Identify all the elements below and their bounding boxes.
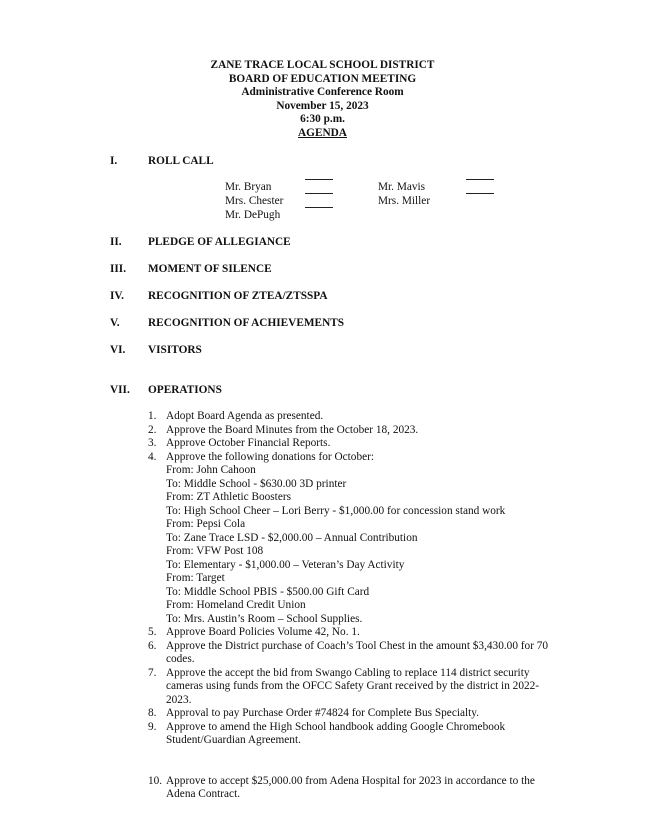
member-name: Mr. DePugh (225, 209, 281, 221)
item-text: Approve to accept $25,000.00 from Adena Hospital for 2023 in accordance to the Adena Contract. (166, 774, 535, 800)
meeting-title: BOARD OF EDUCATION MEETING (228, 72, 417, 85)
meeting-date: November 15, 2023 (276, 99, 369, 112)
list-item (148, 626, 558, 640)
list-item (148, 640, 558, 667)
item-text: Approve October Financial Reports. (166, 437, 331, 449)
item-number: 7. (148, 666, 157, 679)
member-name: Mrs. Miller (378, 195, 431, 207)
section-number: VI. (110, 344, 126, 356)
section-number: V. (110, 317, 120, 329)
item-text: Approve the accept the bid from Swango Cabling to replace 114 district security cameras using funds from the OFCC Safety Grant received by the district in 2022-2023. (166, 666, 540, 706)
item-text: Approval to pay Purchase Order #74824 for Complete Bus Specialty. (166, 707, 480, 719)
list-item (148, 437, 558, 451)
section-title: ROLL CALL (148, 155, 214, 167)
list-item (148, 424, 558, 438)
section-title: PLEDGE OF ALLEGIANCE (148, 236, 291, 248)
donation-line: From: Target (166, 572, 225, 584)
section-number: II. (110, 236, 122, 248)
item-number: 5. (148, 626, 157, 638)
attendance-blank (305, 179, 333, 180)
member-name: Mr. Bryan (225, 181, 272, 193)
section-title: MOMENT OF SILENCE (148, 263, 272, 275)
section-title: VISITORS (148, 344, 202, 356)
member-name: Mrs. Chester (225, 195, 284, 207)
attendance-blank (305, 193, 333, 194)
section-number: I. (110, 155, 118, 167)
item-number: 8. (148, 707, 157, 719)
item-text: Approve Board Policies Volume 42, No. 1. (166, 626, 360, 638)
donations-list (166, 464, 558, 626)
attendance-blank (305, 207, 333, 208)
donation-line: To: Middle School PBIS - $500.00 Gift Card (166, 585, 370, 598)
attendance-blank (466, 193, 494, 194)
district-name: ZANE TRACE LOCAL SCHOOL DISTRICT (210, 59, 435, 71)
item-text: Adopt Board Agenda as presented. (166, 410, 324, 422)
section-number: III. (110, 263, 127, 275)
section-title: OPERATIONS (148, 384, 222, 396)
item-number: 4. (148, 450, 157, 463)
section-title: RECOGNITION OF ZTEA/ZTSSPA (148, 290, 328, 302)
agenda-heading: AGENDA (298, 126, 347, 139)
donation-line: From: John Cahoon (166, 464, 256, 476)
operations-list (148, 410, 558, 802)
attendance-blank (466, 179, 494, 180)
donation-line: From: Pepsi Cola (166, 518, 246, 530)
meeting-time: 6:30 p.m. (300, 113, 345, 126)
section-number: VII. (110, 384, 130, 396)
donation-line: To: Elementary - $1,000.00 – Veteran’s Day Activity (166, 558, 405, 571)
list-item (148, 721, 558, 748)
item-text: Approve the following donations for October: (166, 450, 375, 463)
item-number: 2. (148, 423, 157, 436)
item-number: 6. (148, 639, 157, 652)
section-number: IV. (110, 290, 124, 302)
list-item (148, 410, 558, 424)
donation-line: To: Mrs. Austin’s Room – School Supplies. (166, 612, 363, 625)
donation-line: From: VFW Post 108 (166, 545, 264, 557)
list-item (148, 775, 558, 802)
donation-line: To: High School Cheer – Lori Berry - $1,000.00 for concession stand work (166, 504, 506, 517)
list-item (148, 707, 558, 721)
item-number: 1. (148, 410, 157, 422)
item-number: 3. (148, 437, 157, 449)
item-number: 9. (148, 720, 157, 733)
section-title: RECOGNITION OF ACHIEVEMENTS (148, 317, 345, 329)
item-text: Approve the Board Minutes from the October 18, 2023. (166, 423, 419, 436)
donation-line: From: Homeland Credit Union (166, 599, 306, 611)
list-item (148, 451, 558, 627)
item-text: Approve to amend the High School handbook adding Google Chromebook Student/Guardian Agreement. (166, 720, 506, 746)
donation-line: To: Zane Trace LSD - $2,000.00 – Annual Contribution (166, 531, 418, 544)
donation-line: From: ZT Athletic Boosters (166, 491, 291, 503)
item-text: Approve the District purchase of Coach’s Tool Chest in the amount $3,430.00 for 70 codes. (166, 639, 549, 665)
item-number: 10. (148, 774, 163, 787)
document-header (0, 59, 645, 141)
donation-line: To: Middle School - $630.00 3D printer (166, 477, 347, 490)
list-item (148, 667, 558, 708)
member-name: Mr. Mavis (378, 181, 426, 193)
meeting-location: Administrative Conference Room (241, 86, 404, 99)
